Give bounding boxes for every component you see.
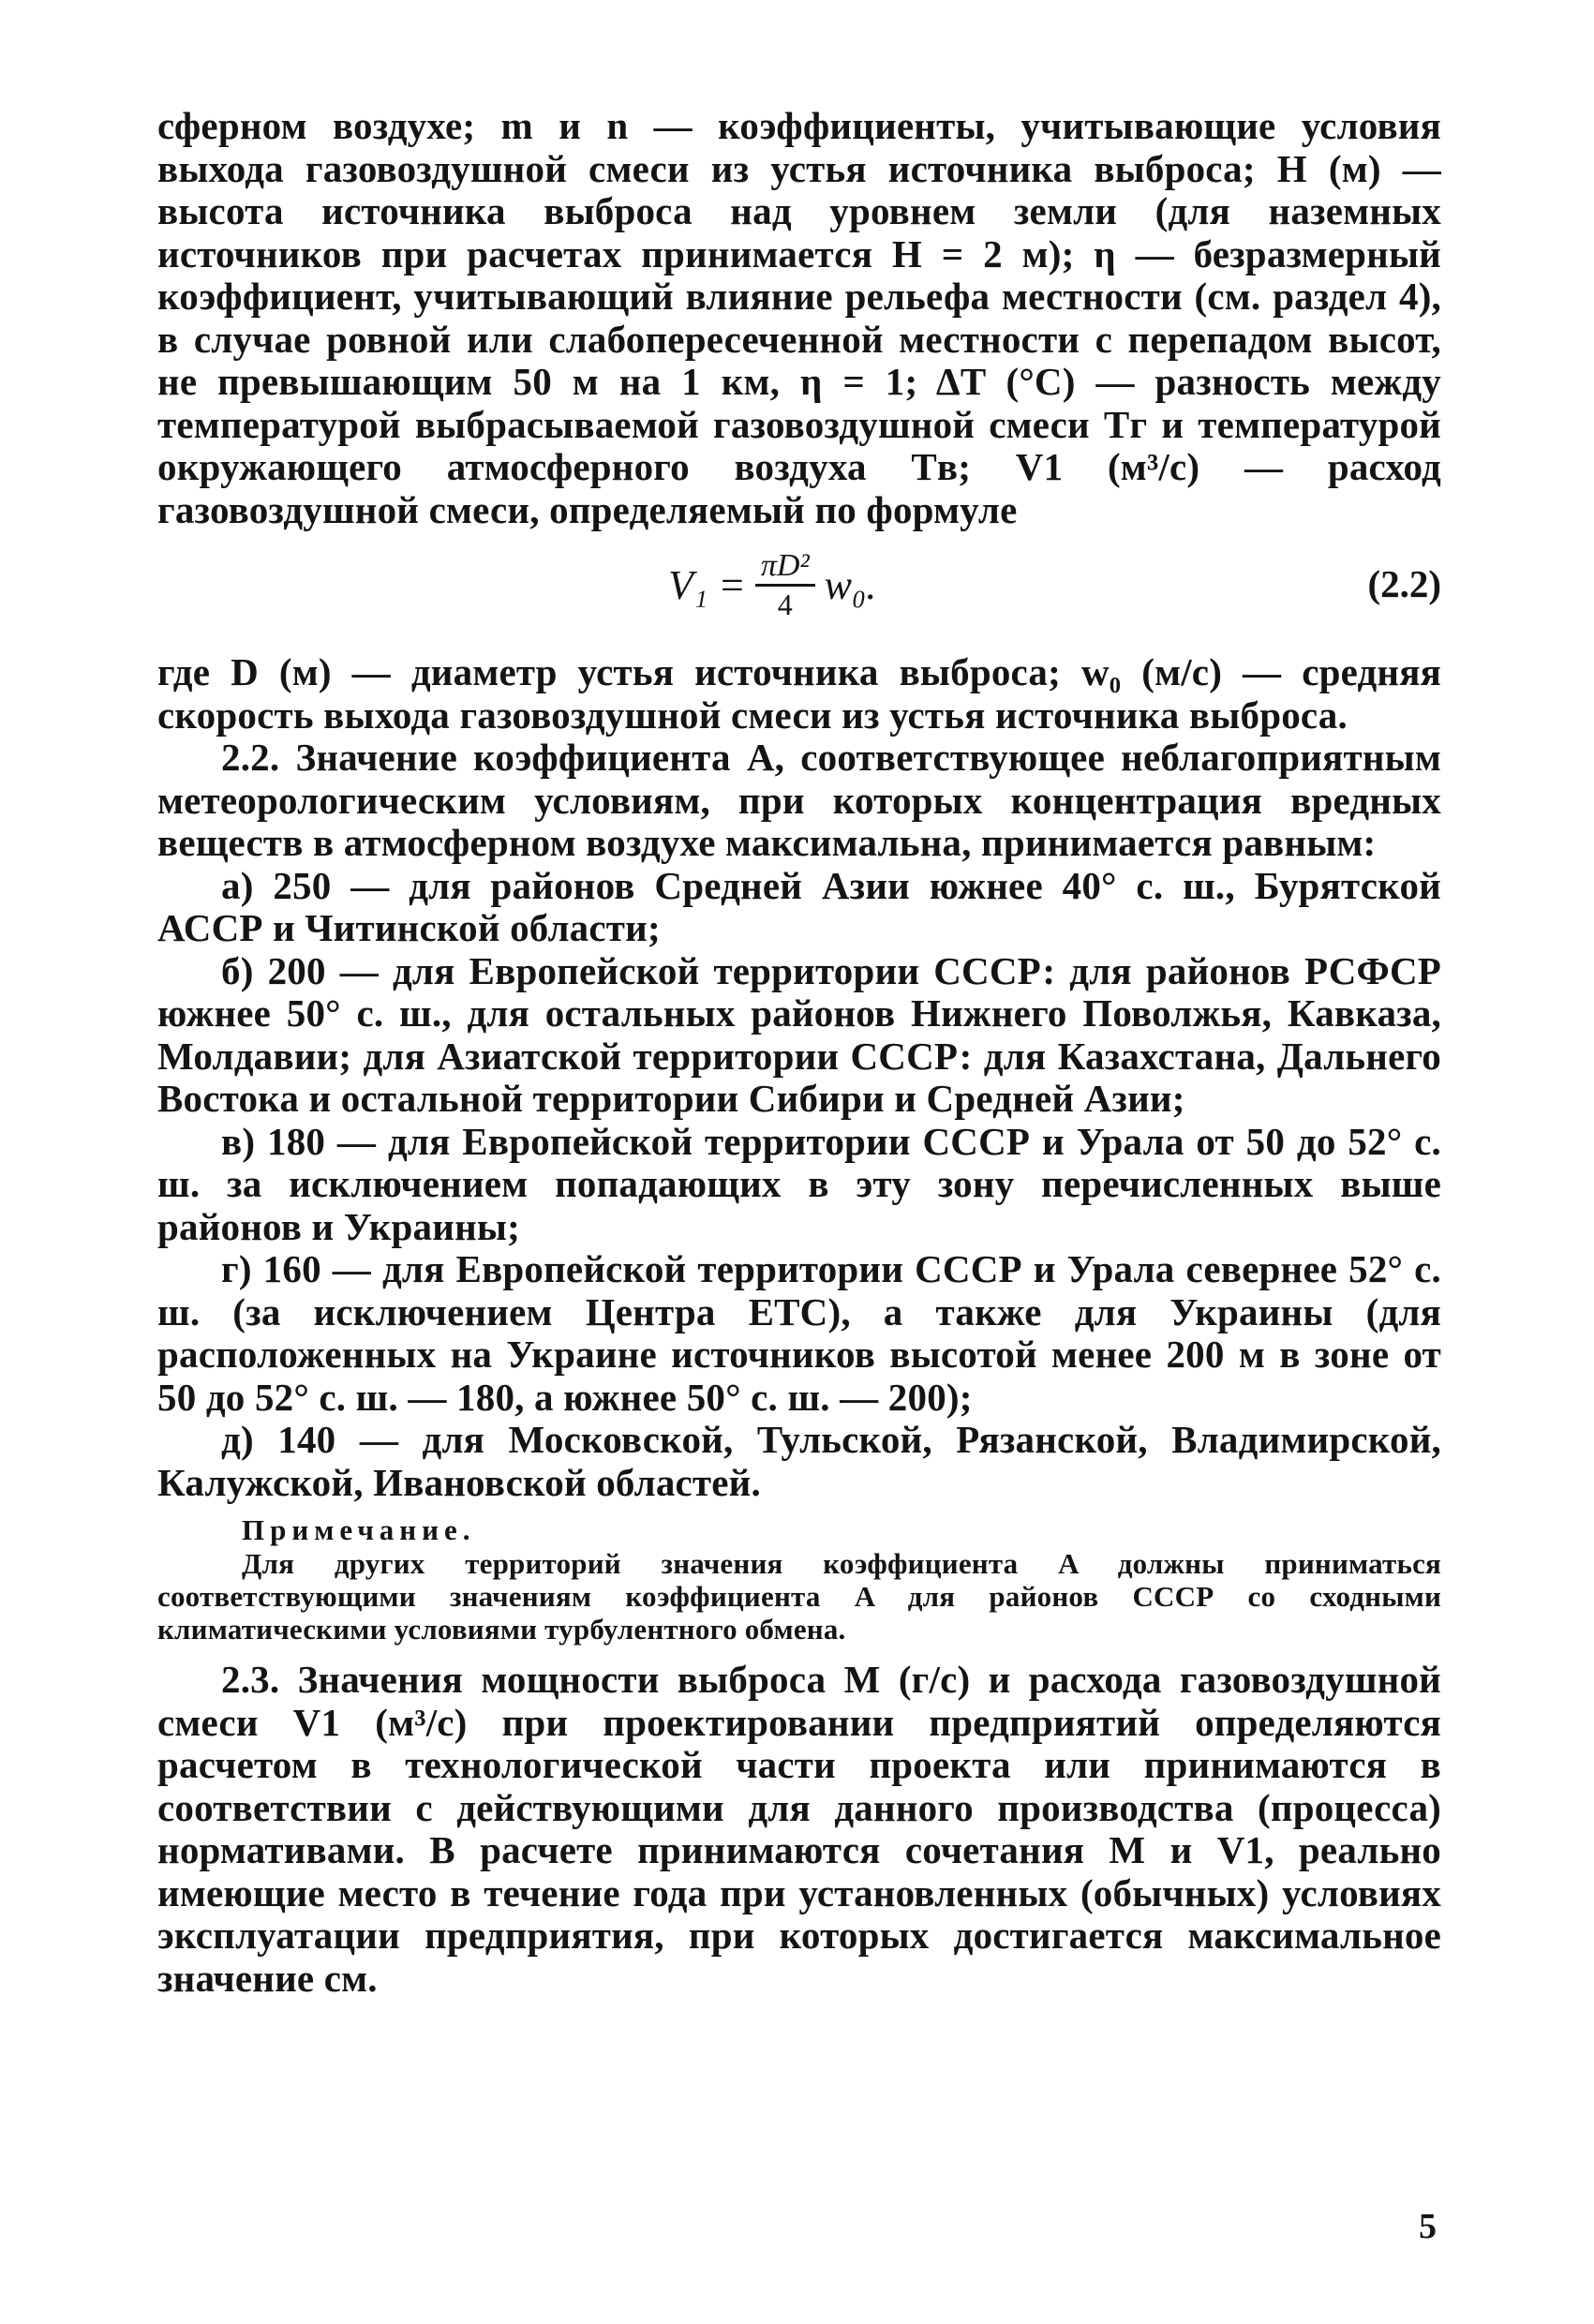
note-text: Для других территорий значения коэффициента A должны приниматься соответствующими значениям коэффициента A для районов СССР со сходными климатическими условиями турбулентного обмена.: [157, 1547, 1441, 1646]
formula-denominator: 4: [777, 588, 793, 621]
list-item-g: г) 160 — для Европейской территории СССР и Урала севернее 52° с. ш. (за исключением Центра ЕТС), а также для Украины (для расположенных на Украине источников высотой менее 200 м в зоне от 50 до 52° с. ш. — 180, а южнее 50° с. ш. — 200);: [157, 1247, 1441, 1419]
section-2-3: 2.3. Значения мощности выброса M (г/с) и расхода газовоздушной смеси V1 (м³/с) при проектировании предприятий определяются расчетом в технологической части проекта или принимаются в соответствии с действующими для данного производства (процесса) нормативами. В расчете принимаются сочетания M и V1, реально имеющие место в течение года при установленных (обычных) условиях эксплуатации предприятия, при которых достигается максимальное значение cм.: [157, 1658, 1441, 2000]
formula-numerator: πD²: [755, 548, 815, 587]
paragraph-where: где D (м) — диаметр устья источника выброса; w₀ (м/с) — средняя скорость выхода газовоздушной смеси из устья источника выброса.: [157, 650, 1441, 737]
formula-rhs: w₀.: [824, 562, 877, 608]
page-number: 5: [1419, 2207, 1437, 2246]
list-item-b: б) 200 — для Европейской территории СССР: для районов РСФСР южнее 50° с. ш., для остальных районов Нижнего Поволжья, Кавказа, Молдавии; для Азиатской территории СССР: для Казахстана, Дальнего Востока и остальной территории Сибири и Средней Азии;: [157, 948, 1441, 1120]
note-heading: Примечание.: [242, 1513, 476, 1546]
list-item-v: в) 180 — для Европейской территории СССР и Урала от 50 до 52° с. ш. за исключением попадающих в эту зону перечисленных выше районов и Украины;: [157, 1119, 1441, 1248]
list-item-a: а) 250 — для районов Средней Азии южнее 40° с. ш., Бурятской АССР и Читинской области;: [157, 863, 1441, 949]
text-column: [157, 105, 1441, 2000]
list-item-d: д) 140 — для Московской, Тульской, Рязанской, Владимирской, Калужской, Ивановской областей.: [157, 1418, 1441, 1504]
formula-expression: [668, 548, 876, 622]
formula-2-2: [157, 535, 1441, 646]
formula-fraction: [755, 548, 815, 622]
formula-label: (2.2): [1367, 562, 1441, 605]
formula-lhs: V₁ =: [668, 562, 746, 608]
paragraph-continuation: сферном воздухе; m и n — коэффициенты, учитывающие условия выхода газовоздушной смеси из устья источника выброса; H (м) — высота источника выброса над уровнем земли (для наземных источников при расчетах принимается H = 2 м); η — безразмерный коэффициент, учитывающий влияние рельефа местности (см. раздел 4), в случае ровной или слабопересеченной местности с перепадом высот, не превышающим 50 м на 1 км, η = 1; ΔT (°C) — разность между температурой выбрасываемой газовоздушной смеси Tг и температурой окружающего атмосферного воздуха Tв; V1 (м³/с) — расход газовоздушной смеси, определяемый по формуле: [157, 104, 1441, 531]
section-2-2-intro: 2.2. Значение коэффициента A, соответствующее неблагоприятным метеорологическим условиям, при которых концентрация вредных веществ в атмосферном воздухе максимальна, принимается равным:: [157, 736, 1441, 864]
